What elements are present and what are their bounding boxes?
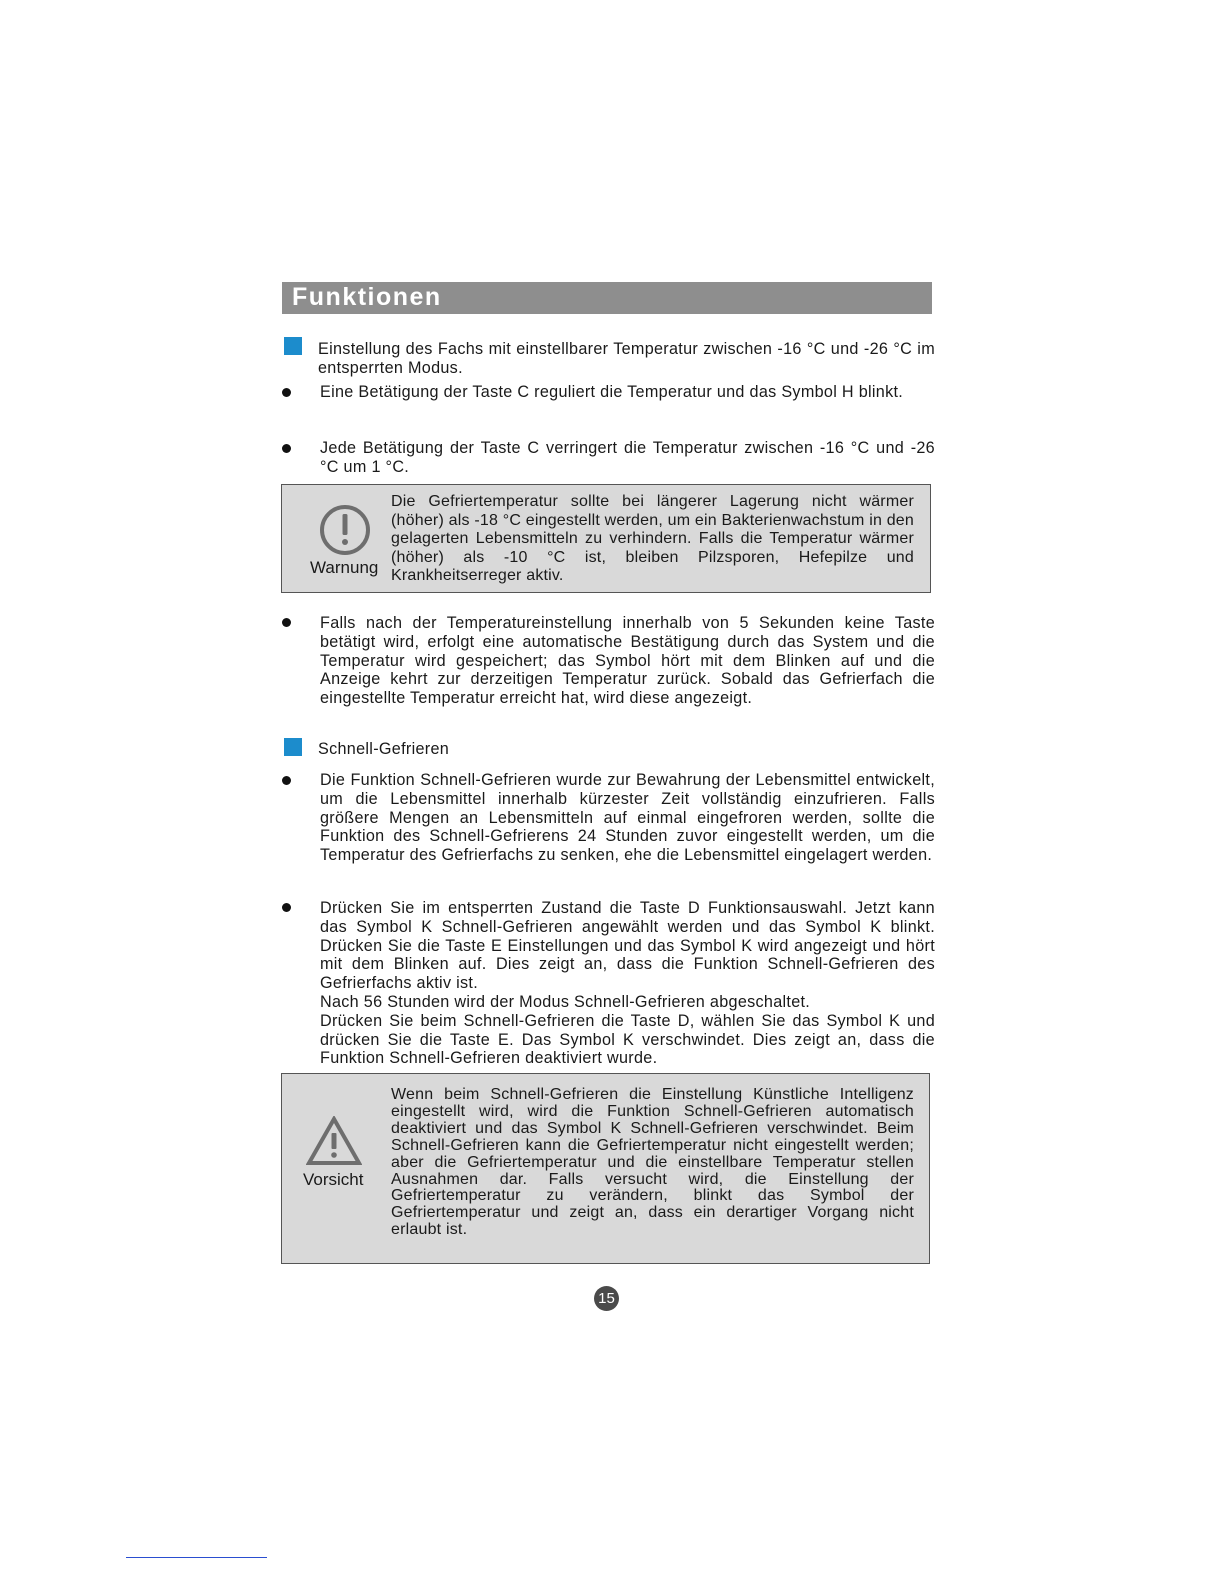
- page-number: 15: [594, 1286, 619, 1311]
- bullet-text: Jede Betätigung der Taste C verringert die Temperatur zwischen -16 °C und -26 °C um 1 °C.: [320, 439, 935, 476]
- blue-square-marker: [284, 738, 302, 756]
- bullet-dot: [282, 776, 291, 785]
- section2-heading: Schnell-Gefrieren: [318, 740, 450, 758]
- bullet-dot: [282, 903, 291, 912]
- bullet-text-group: [320, 899, 935, 1068]
- bullet-dot: [282, 618, 291, 627]
- bullet-paragraph: Nach 56 Stunden wird der Modus Schnell-Gefrieren abgeschaltet.: [320, 992, 811, 1011]
- exclamation-circle-icon: [318, 503, 372, 557]
- caution-text: Wenn beim Schnell-Gefrieren die Einstellung Künstliche Intelligenz eingestellt wird, wird die Funktion Schnell-Gefrieren automatisch deaktiviert und das Symbol K Schnell-Gefrieren verschwindet. Beim Schnell-Gefrieren kann die Gefriertemperatur nicht eingestellt werden; aber die Gefriertemperatur und die einstellbare Temperatur stellen Ausnahmen dar. Falls versucht wird, die Einstellung der Gefriertemperatur zu verändern, blinkt das Symbol der Gefriertemperatur und zeigt an, dass ein derartiger Vorgang nicht erlaubt ist.: [391, 1086, 914, 1239]
- caution-label: Vorsicht: [303, 1170, 364, 1189]
- section1-heading-text: Einstellung des Fachs mit einstellbarer Temperatur zwischen -16 °C und -26 °C im entsperrten Modus.: [318, 340, 935, 377]
- section-title-bar: [282, 282, 932, 314]
- caution-box: [281, 1073, 930, 1264]
- warning-text: Die Gefriertemperatur sollte bei längerer Lagerung nicht wärmer (höher) als -18 °C eingestellt werden, um ein Bakterienwachstum in den gelagerten Lebensmitteln zu verhindern. Falls die Temperatur wärmer (höher) als -10 °C ist, bleiben Pilzsporen, Hefepilze und Krankheitserreger aktiv.: [391, 493, 914, 585]
- page-title: Funktionen: [292, 283, 442, 311]
- bullet-text: Falls nach der Temperatureinstellung innerhalb von 5 Sekunden keine Taste betätigt wird, erfolgt eine automatische Bestätigung durch das System und die Temperatur wird gespeichert; das Symbol hört mit dem Blinken auf und die Anzeige kehrt zur derzeitigen Temperatur zurück. Sobald das Gefrierfach die eingestellte Temperatur erreicht hat, wird diese angezeigt.: [320, 614, 935, 708]
- warning-box: [281, 484, 931, 593]
- warning-label: Warnung: [310, 558, 379, 577]
- bullet-paragraph: Drücken Sie beim Schnell-Gefrieren die Taste D, wählen Sie das Symbol K und drücken Sie die Taste E. Das Symbol K verschwindet. Dies zeigt an, dass die Funktion Schnell-Gefrieren deaktiviert wurde.: [320, 1011, 935, 1068]
- bullet-dot: [282, 388, 291, 397]
- bullet-dot: [282, 444, 291, 453]
- warning-triangle-icon: [306, 1116, 362, 1166]
- blue-square-marker: [284, 337, 302, 355]
- section1-heading: [318, 340, 935, 378]
- bullet-text: Eine Betätigung der Taste C reguliert die Temperatur und das Symbol H blinkt.: [320, 383, 904, 401]
- bullet-paragraph: Drücken Sie im entsperrten Zustand die Taste D Funktionsauswahl. Jetzt kann das Symbol K Schnell-Gefrieren angewählt werden und das Symbol K blinkt. Drücken Sie die Taste E Einstellungen und das Symbol K wird angezeigt und hört mit dem Blinken auf. Dies zeigt an, dass die Funktion Schnell-Gefrieren des Gefrierfachs aktiv ist.: [320, 899, 935, 993]
- footer-divider: [126, 1557, 267, 1558]
- bullet-text: Die Funktion Schnell-Gefrieren wurde zur Bewahrung der Lebensmittel entwickelt, um die Lebensmittel innerhalb kürzester Zeit vollständig einzufrieren. Falls größere Mengen an Lebensmitteln auf einmal eingefroren werden, sollte die Funktion des Schnell-Gefrierens 24 Stunden zuvor eingestellt werden, um die Temperatur des Gefrierfachs zu senken, ehe die Lebensmittel eingelagert werden.: [320, 771, 935, 865]
